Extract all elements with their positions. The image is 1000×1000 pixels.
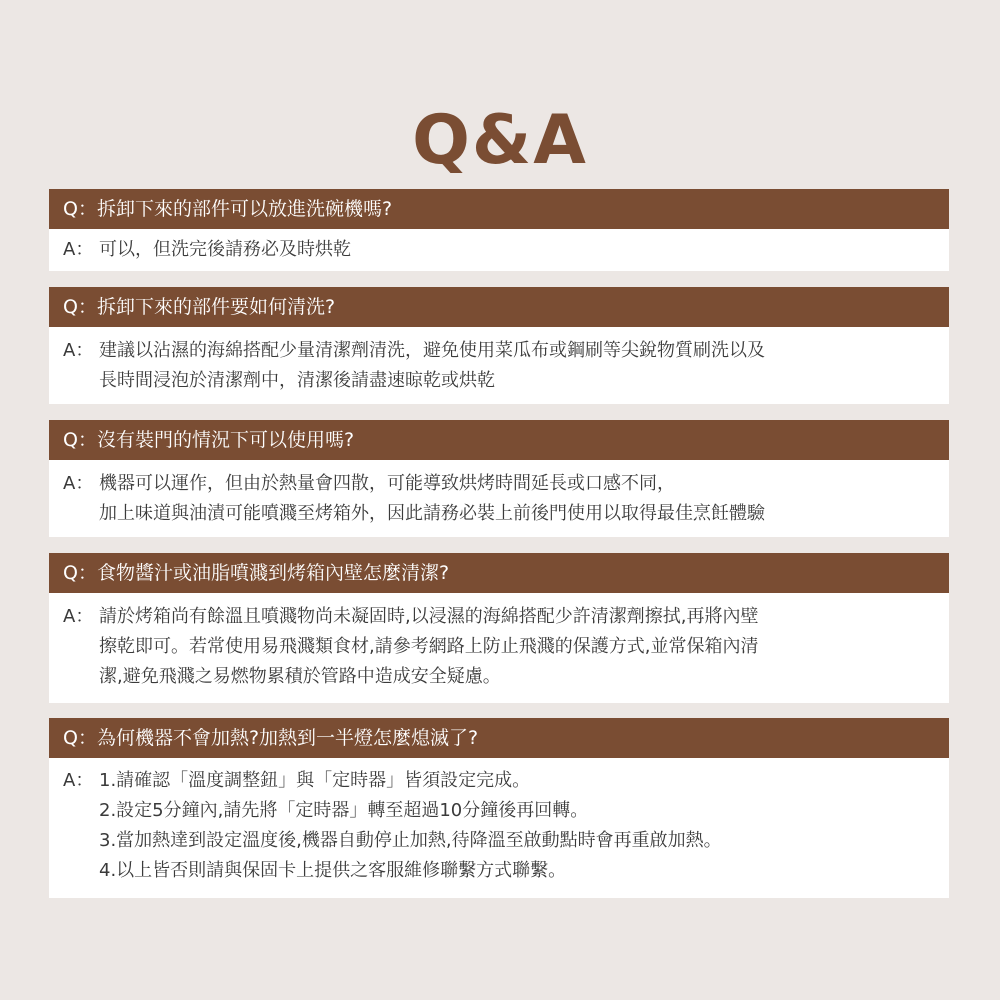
answer-line: 4.以上皆否則請與保固卡上提供之客服維修聯繫方式聯繫。 bbox=[99, 860, 567, 881]
question-bar: Q：食物醬汁或油脂噴濺到烤箱內壁怎麼清潔? bbox=[49, 553, 949, 593]
page-title: Q&A bbox=[412, 101, 588, 180]
answer-line: 長時間浸泡於清潔劑中，清潔後請盡速晾乾或烘乾 bbox=[99, 370, 495, 391]
qa-item-1 bbox=[49, 189, 949, 271]
answer-box bbox=[49, 758, 949, 898]
answer-prefix: A： bbox=[63, 770, 94, 791]
answer-prefix: A： bbox=[63, 473, 94, 494]
answer-box bbox=[49, 327, 949, 404]
answer-line: 2.設定5分鐘內,請先將「定時器」轉至超過10分鐘後再回轉。 bbox=[99, 800, 589, 821]
answer-line: 可以，但洗完後請務必及時烘乾 bbox=[99, 239, 351, 260]
qa-item-4 bbox=[49, 553, 949, 703]
question-bar: Q：拆卸下來的部件可以放進洗碗機嗎? bbox=[49, 189, 949, 229]
answer-prefix: A： bbox=[63, 239, 94, 260]
answer-box bbox=[49, 229, 949, 271]
answer-prefix: A： bbox=[63, 606, 94, 627]
qa-item-2 bbox=[49, 287, 949, 404]
answer-box bbox=[49, 460, 949, 537]
answer-line: 加上味道與油漬可能噴濺至烤箱外，因此請務必裝上前後門使用以取得最佳烹飪體驗 bbox=[99, 503, 765, 524]
answer-line: 3.當加熱達到設定溫度後,機器自動停止加熱,待降溫至啟動點時會再重啟加熱。 bbox=[99, 830, 722, 851]
answer-line: 請於烤箱尚有餘溫且噴濺物尚未凝固時,以浸濕的海綿搭配少許清潔劑擦拭,再將內壁 bbox=[99, 606, 759, 627]
answer-line: 1.請確認「溫度調整鈕」與「定時器」皆須設定完成。 bbox=[99, 770, 531, 791]
answer-prefix: A： bbox=[63, 340, 94, 361]
qa-item-5 bbox=[49, 718, 949, 898]
answer-line: 擦乾即可。若常使用易飛濺類食材,請參考網路上防止飛濺的保護方式,並常保箱內清 bbox=[99, 636, 759, 657]
answer-line: 潔,避免飛濺之易燃物累積於管路中造成安全疑慮。 bbox=[99, 666, 501, 687]
qa-item-3 bbox=[49, 420, 949, 537]
answer-box bbox=[49, 593, 949, 703]
question-bar: Q：拆卸下來的部件要如何清洗? bbox=[49, 287, 949, 327]
question-bar: Q：沒有裝門的情況下可以使用嗎? bbox=[49, 420, 949, 460]
answer-line: 建議以沾濕的海綿搭配少量清潔劑清洗，避免使用菜瓜布或鋼刷等尖銳物質刷洗以及 bbox=[99, 340, 765, 361]
question-bar: Q：為何機器不會加熱?加熱到一半燈怎麼熄滅了? bbox=[49, 718, 949, 758]
answer-line: 機器可以運作，但由於熱量會四散，可能導致烘烤時間延長或口感不同， bbox=[99, 473, 675, 494]
